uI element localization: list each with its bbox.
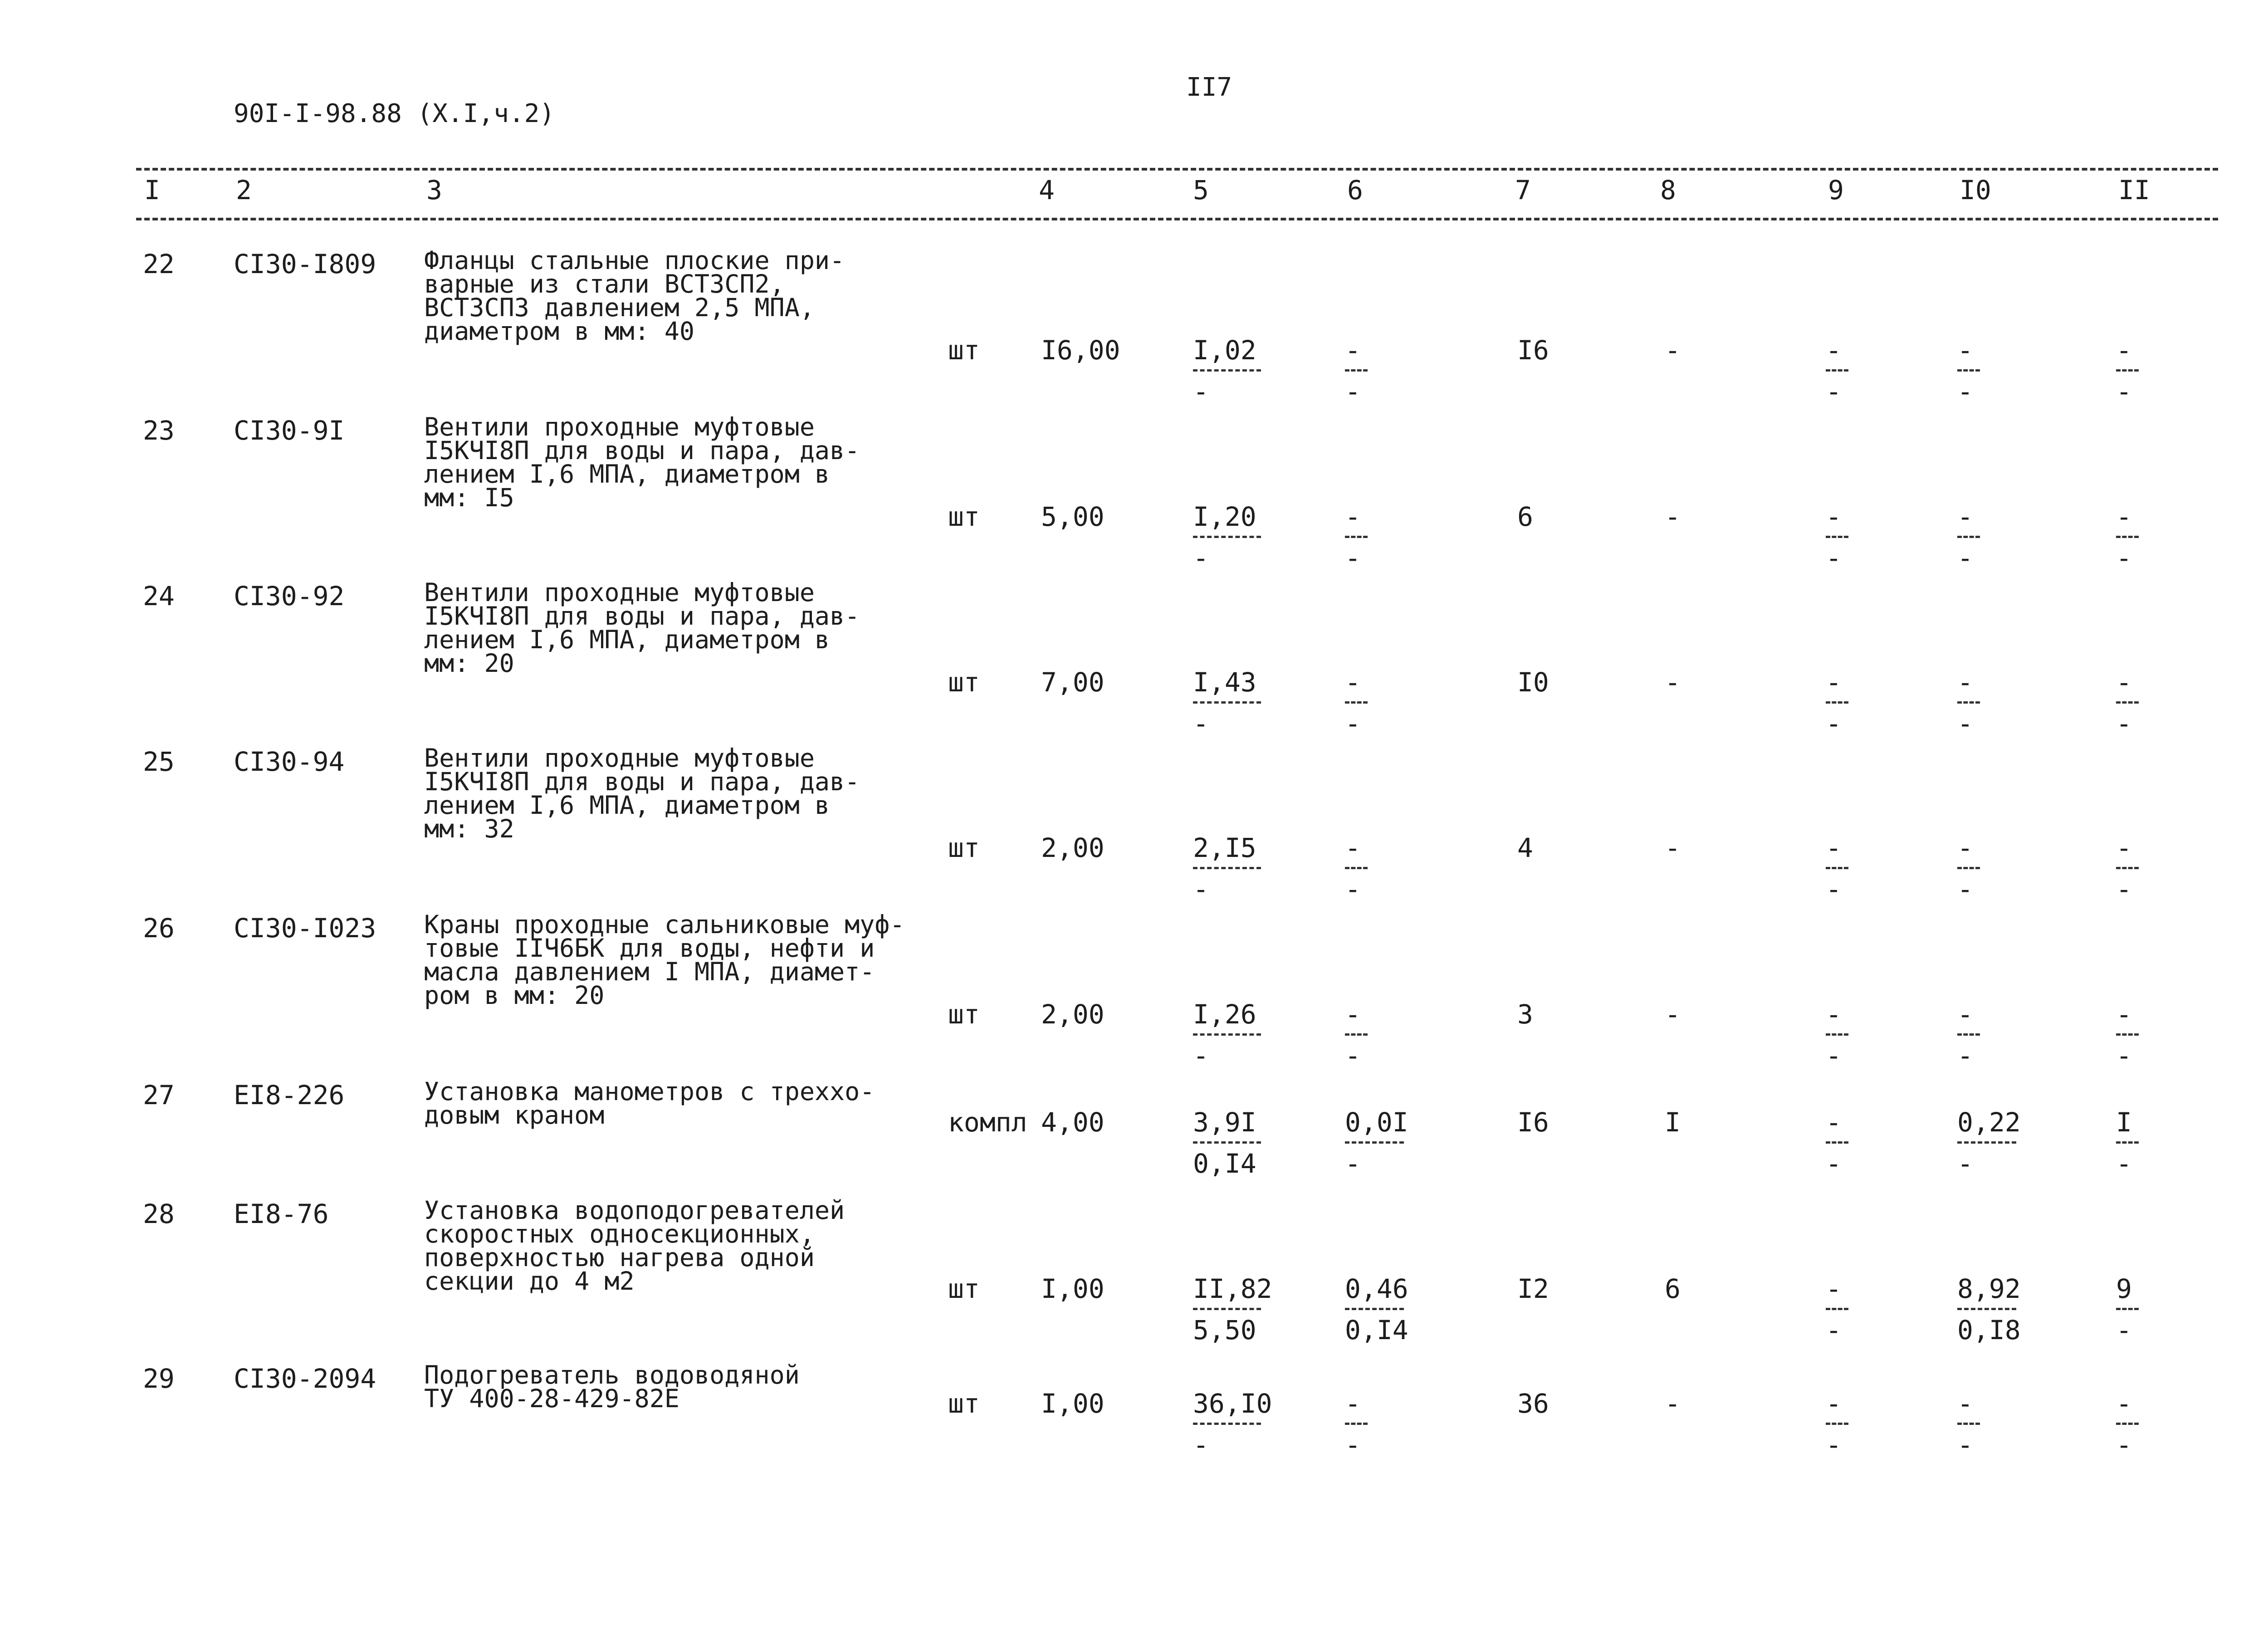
cell-col9-bottom: - [1826,1040,1842,1071]
cell-col6-bottom: - [1345,708,1361,739]
cell-col10-bottom: - [1957,543,1973,573]
cell-col10-bar [1957,536,1980,538]
cell-col8: 6 [1665,1273,1681,1304]
cell-col5-top: I,43 [1193,667,1256,698]
table-row [0,246,2268,412]
cell-col5-top: I,02 [1193,335,1256,366]
cell-col6 [1345,501,1372,573]
row-description [424,746,928,841]
row-code: CI30-I809 [234,249,376,279]
cell-col11-bar [2116,867,2139,869]
description-line: масла давлением I МПА, диамет- [424,957,875,986]
column-header-4: 4 [1039,175,1055,205]
cell-col5-bottom: - [1193,874,1209,905]
column-header-9: 9 [1828,175,1844,205]
cell-col5 [1193,335,1261,407]
row-number: 24 [143,581,175,612]
description-line: секции до 4 м2 [424,1267,635,1296]
cell-col9-bar [1826,369,1848,372]
cell-col11-bar [2116,1033,2139,1036]
cell-col10-top: - [1957,335,1973,366]
cell-col9-top: - [1826,501,1842,532]
cell-col11-top: 9 [2116,1273,2132,1304]
cell-col10 [1957,667,1984,739]
cell-col10-bar [1957,1308,2016,1310]
cell-col9-top: - [1826,1107,1842,1138]
table-row [0,578,2268,744]
header-bottom-rule [136,218,2218,220]
row-number: 27 [143,1080,175,1111]
description-line: I5КЧI8П для воды и пара, дав- [424,436,860,465]
description-line: Установка манометров с треххо- [424,1077,875,1106]
cell-col5-bottom: - [1193,376,1209,407]
cell-col6-top: - [1345,1388,1361,1419]
row-unit: шт [948,667,980,698]
cell-col10-bottom: - [1957,376,1973,407]
cell-col11-bottom: - [2116,1315,2132,1345]
description-line: поверхностью нагрева одной [424,1243,815,1272]
row-unit: шт [948,335,980,366]
cell-col9 [1826,501,1853,573]
cell-col5 [1193,501,1261,573]
cell-col5 [1193,832,1261,905]
cell-col5-bar [1193,1141,1261,1144]
cell-col10 [1957,501,1984,573]
cell-col11-top: I [2116,1107,2132,1138]
row-description [424,246,928,346]
row-description [424,412,928,512]
cell-col6-bottom: - [1345,1040,1361,1071]
column-header-2: 2 [236,175,252,205]
cell-col10-bottom: - [1957,1040,1973,1071]
column-header-6: 6 [1347,175,1363,205]
cell-col11-bottom: - [2116,1148,2132,1179]
description-line: лением I,6 МПА, диаметром в [424,625,830,654]
description-line: ТУ 400-28-429-82Е [424,1384,679,1413]
cell-col11-bar [2116,1308,2139,1310]
cell-col6-top: - [1345,501,1361,532]
description-line: мм: I5 [424,483,514,512]
cell-col5-bottom: 5,50 [1193,1315,1256,1345]
cell-col5-top: 2,I5 [1193,832,1256,863]
cell-col11 [2116,667,2143,739]
cell-col9-top: - [1826,999,1842,1030]
description-line: I5КЧI8П для воды и пара, дав- [424,602,860,631]
row-quantity: I,00 [1041,1273,1105,1304]
cell-col6-top: - [1345,335,1361,366]
cell-col10-bottom: - [1957,708,1973,739]
row-code: CI30-92 [234,581,345,612]
cell-col9-top: - [1826,667,1842,698]
cell-col10-bar [1957,369,1980,372]
cell-col8: - [1665,1388,1681,1419]
cell-col8: - [1665,999,1681,1030]
cell-col6-top: - [1345,667,1361,698]
cell-col10-top: 0,22 [1957,1107,2021,1138]
cell-col7: 6 [1517,501,1533,532]
column-header-3: 3 [426,175,442,205]
table-row [0,1196,2268,1362]
cell-col10-bar [1957,867,1980,869]
cell-col6-bottom: - [1345,874,1361,905]
cell-col9-top: - [1826,335,1842,366]
cell-col10 [1957,832,1984,905]
table-row [0,412,2268,578]
cell-col11 [2116,1107,2143,1179]
cell-col9-top: - [1826,1388,1842,1419]
cell-col6-top: - [1345,832,1361,863]
description-line: скоростных односекционных, [424,1219,815,1248]
description-line: варные из стали ВСТ3СП2, [424,269,785,298]
cell-col11-top: - [2116,667,2132,698]
cell-col9-bar [1826,867,1848,869]
cell-col5-top: 3,9I [1193,1107,1256,1138]
table-row [0,1360,2268,1526]
cell-col5 [1193,667,1261,739]
table-row [0,910,2268,1076]
cell-col11 [2116,501,2143,573]
description-line: Краны проходные сальниковые муф- [424,910,905,939]
cell-col6 [1345,832,1372,905]
row-code: CI30-9I [234,415,345,446]
cell-col6-bar [1345,1033,1368,1036]
cell-col5-bottom: - [1193,708,1209,739]
cell-col5-bar [1193,1308,1261,1310]
cell-col10-top: - [1957,832,1973,863]
description-line: лением I,6 МПА, диаметром в [424,791,830,820]
row-quantity: I,00 [1041,1388,1105,1419]
row-unit: шт [948,1273,980,1304]
row-unit: компл [948,1107,1027,1138]
row-unit: шт [948,501,980,532]
cell-col10-bar [1957,1033,1980,1036]
description-line: ВСТ3СП3 давлением 2,5 МПА, [424,293,815,322]
description-line: I5КЧI8П для воды и пара, дав- [424,767,860,796]
cell-col6-bottom: - [1345,543,1361,573]
row-description [424,1077,928,1130]
description-line: мм: 20 [424,649,514,678]
cell-col11-top: - [2116,832,2132,863]
cell-col7: I6 [1517,1107,1549,1138]
cell-col6 [1345,1388,1372,1460]
cell-col6-top: - [1345,999,1361,1030]
cell-col9 [1826,832,1853,905]
cell-col5-bar [1193,867,1261,869]
cell-col10-bar [1957,1423,1980,1425]
row-number: 29 [143,1363,175,1394]
description-line: Вентили проходные муфтовые [424,744,815,773]
cell-col9-bottom: - [1826,1315,1842,1345]
cell-col11-bar [2116,369,2139,372]
cell-col11 [2116,999,2143,1071]
cell-col9 [1826,667,1853,739]
cell-col5-bar [1193,536,1261,538]
cell-col7: I6 [1517,335,1549,366]
row-description [424,1360,928,1413]
description-line: мм: 32 [424,814,514,843]
column-header-11: II [2118,175,2150,205]
description-line: ром в мм: 20 [424,981,605,1010]
cell-col9 [1826,1388,1853,1460]
cell-col5 [1193,1273,1272,1345]
cell-col5 [1193,999,1261,1071]
cell-col9-bottom: - [1826,708,1842,739]
cell-col8: - [1665,335,1681,366]
cell-col11-bottom: - [2116,376,2132,407]
cell-col10-bottom: 0,I8 [1957,1315,2021,1345]
cell-col11-bottom: - [2116,543,2132,573]
row-quantity: 2,00 [1041,999,1105,1030]
description-line: Подогреватель водоводяной [424,1360,800,1389]
cell-col9-top: - [1826,1273,1842,1304]
cell-col6-bar [1345,867,1368,869]
cell-col11-bar [2116,701,2139,704]
cell-col10 [1957,1107,2021,1179]
cell-col7: I2 [1517,1273,1549,1304]
cell-col9 [1826,1107,1853,1179]
row-number: 28 [143,1199,175,1229]
description-line: товые IIЧ6БК для воды, нефти и [424,934,875,963]
cell-col6-bar [1345,1308,1404,1310]
row-description [424,1196,928,1296]
row-code: EI8-226 [234,1080,345,1111]
cell-col9-bottom: - [1826,1148,1842,1179]
row-code: CI30-2094 [234,1363,376,1394]
row-unit: шт [948,999,980,1030]
cell-col5-bar [1193,1423,1261,1425]
cell-col10-bar [1957,701,1980,704]
row-quantity: 7,00 [1041,667,1105,698]
cell-col11 [2116,1388,2143,1460]
cell-col9-bar [1826,1308,1848,1310]
cell-col8: I [1665,1107,1681,1138]
cell-col11-top: - [2116,501,2132,532]
row-description [424,910,928,1010]
cell-col6-bar [1345,536,1368,538]
cell-col11 [2116,832,2143,905]
cell-col11-bar [2116,1423,2139,1425]
cell-col10-top: 8,92 [1957,1273,2021,1304]
cell-col6-top: 0,0I [1345,1107,1408,1138]
cell-col11-top: - [2116,999,2132,1030]
document-code: 90I-I-98.88 (X.I,ч.2) [234,99,555,128]
row-quantity: I6,00 [1041,335,1120,366]
cell-col6 [1345,1107,1408,1179]
row-unit: шт [948,1388,980,1419]
column-header-10: I0 [1960,175,1991,205]
cell-col8: - [1665,667,1681,698]
description-line: довым краном [424,1101,605,1130]
cell-col8: - [1665,501,1681,532]
cell-col7: 4 [1517,832,1533,863]
cell-col9-bottom: - [1826,874,1842,905]
cell-col9-bar [1826,701,1848,704]
column-header-8: 8 [1660,175,1676,205]
cell-col6-bottom: - [1345,376,1361,407]
cell-col5-bottom: - [1193,543,1209,573]
cell-col6-bar [1345,369,1368,372]
cell-col9-bar [1826,536,1848,538]
cell-col9-bar [1826,1141,1848,1144]
cell-col5-bottom: 0,I4 [1193,1148,1256,1179]
cell-col5-bottom: - [1193,1040,1209,1071]
description-line: диаметром в мм: 40 [424,317,695,346]
cell-col10-top: - [1957,667,1973,698]
cell-col9-top: - [1826,832,1842,863]
row-number: 23 [143,415,175,446]
column-header-5: 5 [1193,175,1209,205]
row-code: CI30-I023 [234,913,376,944]
cell-col11 [2116,335,2143,407]
cell-col9 [1826,335,1853,407]
cell-col10-bottom: - [1957,1148,1973,1179]
cell-col6 [1345,999,1372,1071]
cell-col5-top: I,26 [1193,999,1256,1030]
row-description [424,578,928,678]
cell-col10-top: - [1957,501,1973,532]
cell-col6-bar [1345,1423,1368,1425]
cell-col6-bottom: - [1345,1148,1361,1179]
description-line: лением I,6 МПА, диаметром в [424,460,830,489]
cell-col11-top: - [2116,335,2132,366]
row-number: 25 [143,746,175,777]
cell-col9-bottom: - [1826,543,1842,573]
cell-col11-bottom: - [2116,874,2132,905]
cell-col10-bottom: - [1957,1429,1973,1460]
row-quantity: 2,00 [1041,832,1105,863]
cell-col5-top: I,20 [1193,501,1256,532]
cell-col5-bottom: - [1193,1429,1209,1460]
cell-col5-bar [1193,369,1261,372]
column-header-7: 7 [1515,175,1531,205]
cell-col10-top: - [1957,1388,1973,1419]
cell-col5 [1193,1107,1261,1179]
page-number: II7 [1186,73,1232,102]
cell-col5-top: 36,I0 [1193,1388,1272,1419]
cell-col11-bottom: - [2116,708,2132,739]
cell-col11-bottom: - [2116,1040,2132,1071]
description-line: Установка водоподогревателей [424,1196,845,1225]
cell-col5-top: II,82 [1193,1273,1272,1304]
row-code: EI8-76 [234,1199,329,1229]
cell-col10 [1957,999,1984,1071]
cell-col10-top: - [1957,999,1973,1030]
cell-col9-bar [1826,1423,1848,1425]
cell-col10 [1957,1388,1984,1460]
cell-col11-bar [2116,536,2139,538]
cell-col7: 3 [1517,999,1533,1030]
cell-col10-bar [1957,1141,2016,1144]
cell-col11 [2116,1273,2143,1345]
cell-col6-bar [1345,1141,1404,1144]
row-number: 22 [143,249,175,279]
cell-col9 [1826,999,1853,1071]
cell-col5-bar [1193,1033,1261,1036]
cell-col6-top: 0,46 [1345,1273,1408,1304]
cell-col10 [1957,335,1984,407]
description-line: Вентили проходные муфтовые [424,412,815,441]
header-top-rule [136,168,2218,171]
cell-col6-bar [1345,701,1368,704]
description-line: Фланцы стальные плоские при- [424,246,845,275]
description-line: Вентили проходные муфтовые [424,578,815,607]
cell-col7: 36 [1517,1388,1549,1419]
row-quantity: 5,00 [1041,501,1105,532]
cell-col5-bar [1193,701,1261,704]
cell-col9-bottom: - [1826,376,1842,407]
cell-col11-bar [2116,1141,2139,1144]
cell-col6 [1345,1273,1408,1345]
cell-col11-top: - [2116,1388,2132,1419]
cell-col7: I0 [1517,667,1549,698]
cell-col5 [1193,1388,1272,1460]
cell-col6 [1345,335,1372,407]
cell-col8: - [1665,832,1681,863]
row-unit: шт [948,832,980,863]
row-quantity: 4,00 [1041,1107,1105,1138]
row-number: 26 [143,913,175,944]
table-row [0,746,2268,910]
cell-col9-bar [1826,1033,1848,1036]
row-code: CI30-94 [234,746,345,777]
column-header-1: I [144,175,160,205]
cell-col10-bottom: - [1957,874,1973,905]
cell-col11-bottom: - [2116,1429,2132,1460]
cell-col6-bottom: - [1345,1429,1361,1460]
cell-col9-bottom: - [1826,1429,1842,1460]
cell-col10 [1957,1273,2021,1345]
cell-col6 [1345,667,1372,739]
cell-col6-bottom: 0,I4 [1345,1315,1408,1345]
cell-col9 [1826,1273,1853,1345]
